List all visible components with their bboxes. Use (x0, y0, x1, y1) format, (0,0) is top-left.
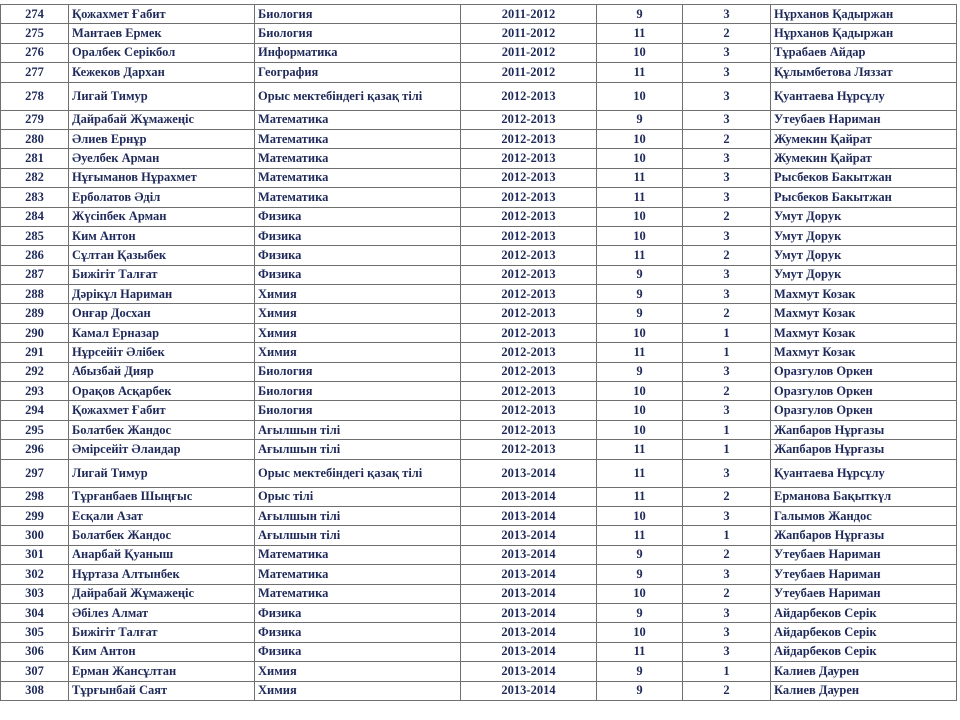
row-number-cell: 283 (1, 188, 69, 207)
grade-cell: 9 (597, 110, 683, 129)
subject-cell: Математика (255, 149, 461, 168)
academic-year-cell: 2012-2013 (461, 343, 597, 362)
subject-cell: Физика (255, 603, 461, 622)
row-number-cell: 275 (1, 24, 69, 43)
table-row (1, 149, 957, 168)
place-cell: 3 (683, 642, 771, 661)
table-row (1, 584, 957, 603)
row-number-cell: 291 (1, 343, 69, 362)
teacher-name-cell: Оразгулов Оркен (771, 362, 957, 381)
place-cell: 3 (683, 459, 771, 487)
teacher-name-cell: Умут Дорук (771, 207, 957, 226)
place-cell: 1 (683, 343, 771, 362)
academic-year-cell: 2013-2014 (461, 623, 597, 642)
teacher-name-cell: Утеубаев Нариман (771, 565, 957, 584)
academic-year-cell: 2011-2012 (461, 24, 597, 43)
table-row (1, 603, 957, 622)
table-row (1, 420, 957, 439)
subject-cell: Химия (255, 304, 461, 323)
place-cell: 3 (683, 188, 771, 207)
academic-year-cell: 2013-2014 (461, 487, 597, 506)
row-number-cell: 302 (1, 565, 69, 584)
subject-cell: Химия (255, 662, 461, 681)
grade-cell: 10 (597, 584, 683, 603)
academic-year-cell: 2012-2013 (461, 149, 597, 168)
row-number-cell: 290 (1, 323, 69, 342)
table-row (1, 285, 957, 304)
academic-year-cell: 2012-2013 (461, 168, 597, 187)
student-name-cell: Жүсіпбек Арман (69, 207, 255, 226)
row-number-cell: 303 (1, 584, 69, 603)
row-number-cell: 285 (1, 226, 69, 245)
student-name-cell: Нұрсейіт Әлібек (69, 343, 255, 362)
olympiad-results-table (0, 4, 957, 701)
teacher-name-cell: Махмут Козак (771, 323, 957, 342)
place-cell: 3 (683, 623, 771, 642)
academic-year-cell: 2013-2014 (461, 603, 597, 622)
subject-cell: Математика (255, 565, 461, 584)
student-name-cell: Қожахмет Ғабит (69, 401, 255, 420)
row-number-cell: 307 (1, 662, 69, 681)
row-number-cell: 305 (1, 623, 69, 642)
row-number-cell: 289 (1, 304, 69, 323)
teacher-name-cell: Махмут Козак (771, 343, 957, 362)
teacher-name-cell: Галымов Жандос (771, 506, 957, 525)
row-number-cell: 308 (1, 681, 69, 700)
table-row (1, 545, 957, 564)
table-row (1, 82, 957, 110)
table-row (1, 188, 957, 207)
student-name-cell: Орақов Асқарбек (69, 382, 255, 401)
teacher-name-cell: Айдарбеков Серік (771, 642, 957, 661)
table-row (1, 24, 957, 43)
student-name-cell: Әлиев Ернұр (69, 129, 255, 148)
subject-cell: Химия (255, 323, 461, 342)
teacher-name-cell: Махмут Козак (771, 285, 957, 304)
grade-cell: 10 (597, 506, 683, 525)
table-row (1, 526, 957, 545)
place-cell: 2 (683, 487, 771, 506)
student-name-cell: Оралбек Серікбол (69, 43, 255, 62)
student-name-cell: Ким Антон (69, 642, 255, 661)
teacher-name-cell: Калиев Даурен (771, 681, 957, 700)
student-name-cell: Мантаев Ермек (69, 24, 255, 43)
table-row (1, 362, 957, 381)
teacher-name-cell: Умут Дорук (771, 226, 957, 245)
subject-cell: Орыс мектебіндегі қазақ тілі (255, 82, 461, 110)
grade-cell: 9 (597, 265, 683, 284)
place-cell: 2 (683, 545, 771, 564)
place-cell: 3 (683, 43, 771, 62)
teacher-name-cell: Утеубаев Нариман (771, 584, 957, 603)
subject-cell: Биология (255, 24, 461, 43)
academic-year-cell: 2011-2012 (461, 43, 597, 62)
teacher-name-cell: Рысбеков Бакытжан (771, 168, 957, 187)
teacher-name-cell: Махмут Козак (771, 304, 957, 323)
student-name-cell: Камал Ерназар (69, 323, 255, 342)
academic-year-cell: 2013-2014 (461, 545, 597, 564)
subject-cell: Математика (255, 110, 461, 129)
subject-cell: Физика (255, 642, 461, 661)
place-cell: 3 (683, 82, 771, 110)
grade-cell: 9 (597, 285, 683, 304)
grade-cell: 9 (597, 304, 683, 323)
place-cell: 2 (683, 129, 771, 148)
subject-cell: Физика (255, 265, 461, 284)
teacher-name-cell: Жапбаров Нұрғазы (771, 440, 957, 459)
grade-cell: 10 (597, 43, 683, 62)
table-row (1, 63, 957, 82)
table-row (1, 323, 957, 342)
teacher-name-cell: Жапбаров Нұрғазы (771, 420, 957, 439)
table-row (1, 440, 957, 459)
row-number-cell: 286 (1, 246, 69, 265)
subject-cell: Биология (255, 5, 461, 24)
student-name-cell: Әмірсейіт Әлаидар (69, 440, 255, 459)
place-cell: 3 (683, 506, 771, 525)
academic-year-cell: 2013-2014 (461, 526, 597, 545)
subject-cell: Физика (255, 246, 461, 265)
grade-cell: 11 (597, 487, 683, 506)
row-number-cell: 281 (1, 149, 69, 168)
subject-cell: Химия (255, 285, 461, 304)
subject-cell: Физика (255, 207, 461, 226)
place-cell: 1 (683, 440, 771, 459)
grade-cell: 9 (597, 565, 683, 584)
grade-cell: 11 (597, 246, 683, 265)
row-number-cell: 299 (1, 506, 69, 525)
student-name-cell: Ерболатов Әділ (69, 188, 255, 207)
row-number-cell: 301 (1, 545, 69, 564)
subject-cell: Орыс мектебіндегі қазақ тілі (255, 459, 461, 487)
row-number-cell: 282 (1, 168, 69, 187)
grade-cell: 11 (597, 188, 683, 207)
subject-cell: Физика (255, 226, 461, 245)
table-row (1, 459, 957, 487)
student-name-cell: Ким Антон (69, 226, 255, 245)
table-row (1, 662, 957, 681)
row-number-cell: 288 (1, 285, 69, 304)
grade-cell: 9 (597, 662, 683, 681)
table-row (1, 343, 957, 362)
student-name-cell: Болатбек Жандос (69, 526, 255, 545)
grade-cell: 11 (597, 440, 683, 459)
grade-cell: 9 (597, 681, 683, 700)
subject-cell: Химия (255, 681, 461, 700)
row-number-cell: 279 (1, 110, 69, 129)
student-name-cell: Әбілез Алмат (69, 603, 255, 622)
academic-year-cell: 2012-2013 (461, 362, 597, 381)
student-name-cell: Дайрабай Жұмажеңіс (69, 110, 255, 129)
table-row (1, 5, 957, 24)
place-cell: 3 (683, 285, 771, 304)
academic-year-cell: 2012-2013 (461, 304, 597, 323)
student-name-cell: Дайрабай Жұмажеңіс (69, 584, 255, 603)
row-number-cell: 296 (1, 440, 69, 459)
table-row (1, 168, 957, 187)
teacher-name-cell: Рысбеков Бакытжан (771, 188, 957, 207)
student-name-cell: Абызбай Дияр (69, 362, 255, 381)
grade-cell: 10 (597, 323, 683, 342)
grade-cell: 10 (597, 401, 683, 420)
student-name-cell: Болатбек Жандос (69, 420, 255, 439)
academic-year-cell: 2012-2013 (461, 82, 597, 110)
academic-year-cell: 2012-2013 (461, 285, 597, 304)
teacher-name-cell: Оразгулов Оркен (771, 382, 957, 401)
row-number-cell: 304 (1, 603, 69, 622)
place-cell: 2 (683, 382, 771, 401)
table-row (1, 565, 957, 584)
teacher-name-cell: Нұрханов Қадыржан (771, 24, 957, 43)
academic-year-cell: 2011-2012 (461, 5, 597, 24)
table-row (1, 265, 957, 284)
table-row (1, 401, 957, 420)
academic-year-cell: 2013-2014 (461, 642, 597, 661)
student-name-cell: Қожахмет Ғабит (69, 5, 255, 24)
academic-year-cell: 2012-2013 (461, 420, 597, 439)
row-number-cell: 292 (1, 362, 69, 381)
academic-year-cell: 2012-2013 (461, 110, 597, 129)
grade-cell: 10 (597, 382, 683, 401)
academic-year-cell: 2013-2014 (461, 662, 597, 681)
grade-cell: 11 (597, 168, 683, 187)
place-cell: 3 (683, 5, 771, 24)
place-cell: 3 (683, 265, 771, 284)
grade-cell: 9 (597, 545, 683, 564)
place-cell: 3 (683, 565, 771, 584)
student-name-cell: Лигай Тимур (69, 82, 255, 110)
subject-cell: Математика (255, 168, 461, 187)
table-row (1, 43, 957, 62)
place-cell: 1 (683, 420, 771, 439)
grade-cell: 11 (597, 642, 683, 661)
academic-year-cell: 2011-2012 (461, 63, 597, 82)
academic-year-cell: 2012-2013 (461, 207, 597, 226)
grade-cell: 11 (597, 63, 683, 82)
row-number-cell: 280 (1, 129, 69, 148)
grade-cell: 10 (597, 226, 683, 245)
table-row (1, 304, 957, 323)
place-cell: 1 (683, 526, 771, 545)
teacher-name-cell: Айдарбеков Серік (771, 603, 957, 622)
table-row (1, 207, 957, 226)
subject-cell: Биология (255, 401, 461, 420)
academic-year-cell: 2013-2014 (461, 681, 597, 700)
place-cell: 3 (683, 226, 771, 245)
row-number-cell: 274 (1, 5, 69, 24)
place-cell: 3 (683, 168, 771, 187)
place-cell: 2 (683, 681, 771, 700)
student-name-cell: Әуелбек Арман (69, 149, 255, 168)
grade-cell: 10 (597, 82, 683, 110)
grade-cell: 10 (597, 420, 683, 439)
grade-cell: 9 (597, 362, 683, 381)
teacher-name-cell: Оразгулов Оркен (771, 401, 957, 420)
row-number-cell: 287 (1, 265, 69, 284)
student-name-cell: Нұғыманов Нұрахмет (69, 168, 255, 187)
teacher-name-cell: Тұрабаев Айдар (771, 43, 957, 62)
student-name-cell: Нұртаза Алтынбек (69, 565, 255, 584)
teacher-name-cell: Калиев Даурен (771, 662, 957, 681)
place-cell: 2 (683, 584, 771, 603)
grade-cell: 11 (597, 459, 683, 487)
subject-cell: Ағылшын тілі (255, 440, 461, 459)
teacher-name-cell: Құлымбетова Ляззат (771, 63, 957, 82)
place-cell: 1 (683, 323, 771, 342)
academic-year-cell: 2013-2014 (461, 506, 597, 525)
academic-year-cell: 2012-2013 (461, 246, 597, 265)
teacher-name-cell: Умут Дорук (771, 265, 957, 284)
row-number-cell: 294 (1, 401, 69, 420)
academic-year-cell: 2012-2013 (461, 188, 597, 207)
student-name-cell: Сұлтан Қазыбек (69, 246, 255, 265)
subject-cell: Биология (255, 382, 461, 401)
subject-cell: Математика (255, 129, 461, 148)
academic-year-cell: 2013-2014 (461, 584, 597, 603)
subject-cell: Информатика (255, 43, 461, 62)
place-cell: 2 (683, 24, 771, 43)
student-name-cell: Бижігіт Талғат (69, 265, 255, 284)
teacher-name-cell: Жапбаров Нұрғазы (771, 526, 957, 545)
row-number-cell: 306 (1, 642, 69, 661)
teacher-name-cell: Утеубаев Нариман (771, 545, 957, 564)
table-row (1, 487, 957, 506)
grade-cell: 9 (597, 603, 683, 622)
grade-cell: 10 (597, 207, 683, 226)
academic-year-cell: 2012-2013 (461, 382, 597, 401)
student-name-cell: Есқали Азат (69, 506, 255, 525)
teacher-name-cell: Жумекин Қайрат (771, 129, 957, 148)
row-number-cell: 293 (1, 382, 69, 401)
place-cell: 2 (683, 207, 771, 226)
row-number-cell: 277 (1, 63, 69, 82)
place-cell: 1 (683, 662, 771, 681)
grade-cell: 11 (597, 24, 683, 43)
academic-year-cell: 2013-2014 (461, 565, 597, 584)
row-number-cell: 284 (1, 207, 69, 226)
grade-cell: 9 (597, 5, 683, 24)
student-name-cell: Ерман Жансұлтан (69, 662, 255, 681)
place-cell: 2 (683, 246, 771, 265)
student-name-cell: Лигай Тимур (69, 459, 255, 487)
teacher-name-cell: Утеубаев Нариман (771, 110, 957, 129)
table-row (1, 681, 957, 700)
teacher-name-cell: Умут Дорук (771, 246, 957, 265)
student-name-cell: Тұрғынбай Саят (69, 681, 255, 700)
subject-cell: Математика (255, 584, 461, 603)
row-number-cell: 298 (1, 487, 69, 506)
subject-cell: Ағылшын тілі (255, 420, 461, 439)
teacher-name-cell: Айдарбеков Серік (771, 623, 957, 642)
table-row (1, 226, 957, 245)
academic-year-cell: 2012-2013 (461, 226, 597, 245)
subject-cell: Химия (255, 343, 461, 362)
table-row (1, 129, 957, 148)
grade-cell: 10 (597, 129, 683, 148)
subject-cell: Ағылшын тілі (255, 526, 461, 545)
place-cell: 3 (683, 63, 771, 82)
table-row (1, 623, 957, 642)
academic-year-cell: 2013-2014 (461, 459, 597, 487)
place-cell: 2 (683, 304, 771, 323)
teacher-name-cell: Нұрханов Қадыржан (771, 5, 957, 24)
student-name-cell: Анарбай Қуаныш (69, 545, 255, 564)
teacher-name-cell: Ерманова Бақыткүл (771, 487, 957, 506)
subject-cell: География (255, 63, 461, 82)
row-number-cell: 276 (1, 43, 69, 62)
subject-cell: Ағылшын тілі (255, 506, 461, 525)
subject-cell: Физика (255, 623, 461, 642)
student-name-cell: Онғар Досхан (69, 304, 255, 323)
place-cell: 3 (683, 362, 771, 381)
row-number-cell: 297 (1, 459, 69, 487)
row-number-cell: 278 (1, 82, 69, 110)
table-row (1, 506, 957, 525)
teacher-name-cell: Қуантаева Нұрсұлу (771, 82, 957, 110)
place-cell: 3 (683, 401, 771, 420)
teacher-name-cell: Жумекин Қайрат (771, 149, 957, 168)
grade-cell: 10 (597, 149, 683, 168)
student-name-cell: Тұрғанбаев Шыңғыс (69, 487, 255, 506)
table-row (1, 110, 957, 129)
row-number-cell: 300 (1, 526, 69, 545)
academic-year-cell: 2012-2013 (461, 440, 597, 459)
academic-year-cell: 2012-2013 (461, 129, 597, 148)
table-row (1, 642, 957, 661)
place-cell: 3 (683, 110, 771, 129)
table-row (1, 246, 957, 265)
place-cell: 3 (683, 603, 771, 622)
student-name-cell: Кежеков Дархан (69, 63, 255, 82)
subject-cell: Математика (255, 545, 461, 564)
grade-cell: 11 (597, 343, 683, 362)
academic-year-cell: 2012-2013 (461, 323, 597, 342)
place-cell: 3 (683, 149, 771, 168)
table-row (1, 382, 957, 401)
subject-cell: Биология (255, 362, 461, 381)
student-name-cell: Дәрікұл Нариман (69, 285, 255, 304)
subject-cell: Орыс тілі (255, 487, 461, 506)
student-name-cell: Бижігіт Талғат (69, 623, 255, 642)
row-number-cell: 295 (1, 420, 69, 439)
academic-year-cell: 2012-2013 (461, 265, 597, 284)
subject-cell: Математика (255, 188, 461, 207)
grade-cell: 11 (597, 526, 683, 545)
grade-cell: 10 (597, 623, 683, 642)
teacher-name-cell: Қуантаева Нұрсұлу (771, 459, 957, 487)
academic-year-cell: 2012-2013 (461, 401, 597, 420)
table-body (1, 5, 957, 701)
